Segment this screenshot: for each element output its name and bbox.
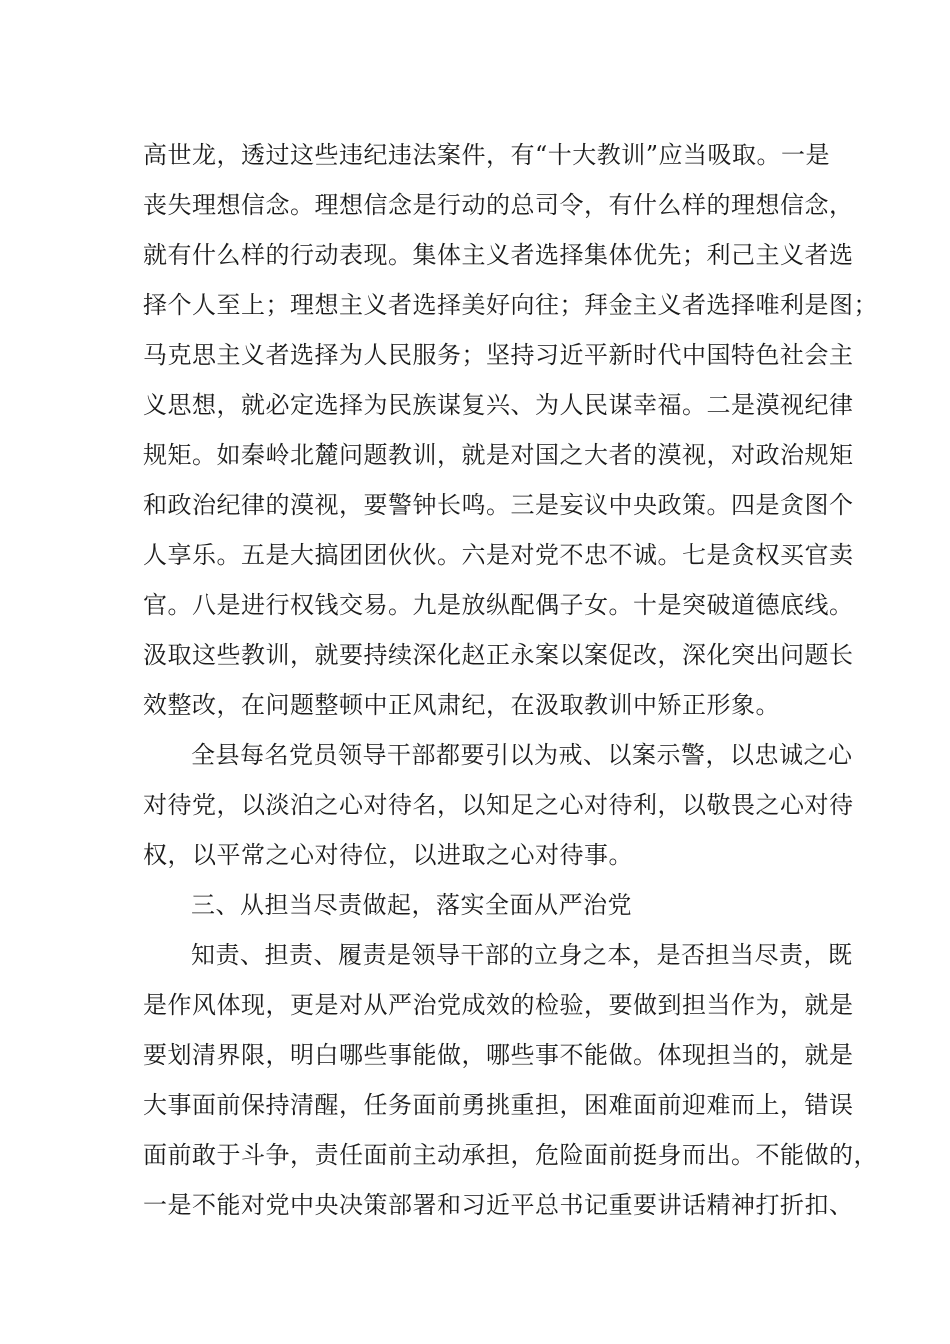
paragraph-first-line: 全县每名党员领导干部都要引以为戒、以案示警，以忠诚之心 xyxy=(191,741,853,769)
text-line: 高世龙，透过这些违纪违法案件，有“十大教训”应当吸取。一是 xyxy=(143,141,831,169)
text-line: 择个人至上；理想主义者选择美好向往；拜金主义者选择唯利是图； xyxy=(143,291,878,319)
paragraph-first-line: 知责、担责、履责是领导干部的立身之本，是否担当尽责，既 xyxy=(191,941,853,969)
text-line: 人享乐。五是大搞团团伙伙。六是对党不忠不诚。七是贪权买官卖 xyxy=(143,541,854,569)
text-line: 丧失理想信念。理想信念是行动的总司令，有什么样的理想信念， xyxy=(143,191,854,219)
text-line: 一是不能对党中央决策部署和习近平总书记重要讲话精神打折扣、 xyxy=(143,1191,854,1219)
text-line: 规矩。如秦岭北麓问题教训，就是对国之大者的漠视，对政治规矩 xyxy=(143,441,854,469)
text-line: 面前敢于斗争，责任面前主动承担，危险面前挺身而出。不能做的， xyxy=(143,1141,878,1169)
document-body xyxy=(143,130,878,1230)
text-line: 官。八是进行权钱交易。九是放纵配偶子女。十是突破道德底线。 xyxy=(143,591,854,619)
text-line: 马克思主义者选择为人民服务；坚持习近平新时代中国特色社会主 xyxy=(143,341,854,369)
text-line: 效整改，在问题整顿中正风肃纪，在汲取教训中矫正形象。 xyxy=(143,691,780,719)
text-line: 要划清界限，明白哪些事能做，哪些事不能做。体现担当的，就是 xyxy=(143,1041,854,1069)
text-line: 对待党，以淡泊之心对待名，以知足之心对待利，以敬畏之心对待 xyxy=(143,791,854,819)
text-line: 和政治纪律的漠视，要警钟长鸣。三是妄议中央政策。四是贪图个 xyxy=(143,491,854,519)
text-line: 就有什么样的行动表现。集体主义者选择集体优先；利己主义者选 xyxy=(143,241,854,269)
section-heading: 三、从担当尽责做起，落实全面从严治党 xyxy=(191,891,632,919)
text-line: 权，以平常之心对待位，以进取之心对待事。 xyxy=(143,841,633,869)
text-line: 大事面前保持清醒，任务面前勇挑重担，困难面前迎难而上，错误 xyxy=(143,1091,854,1119)
text-line: 是作风体现，更是对从严治党成效的检验，要做到担当作为，就是 xyxy=(143,991,854,1019)
text-line: 汲取这些教训，就要持续深化赵正永案以案促改，深化突出问题长 xyxy=(143,641,854,669)
text-line: 义思想，就必定选择为民族谋复兴、为人民谋幸福。二是漠视纪律 xyxy=(143,391,854,419)
